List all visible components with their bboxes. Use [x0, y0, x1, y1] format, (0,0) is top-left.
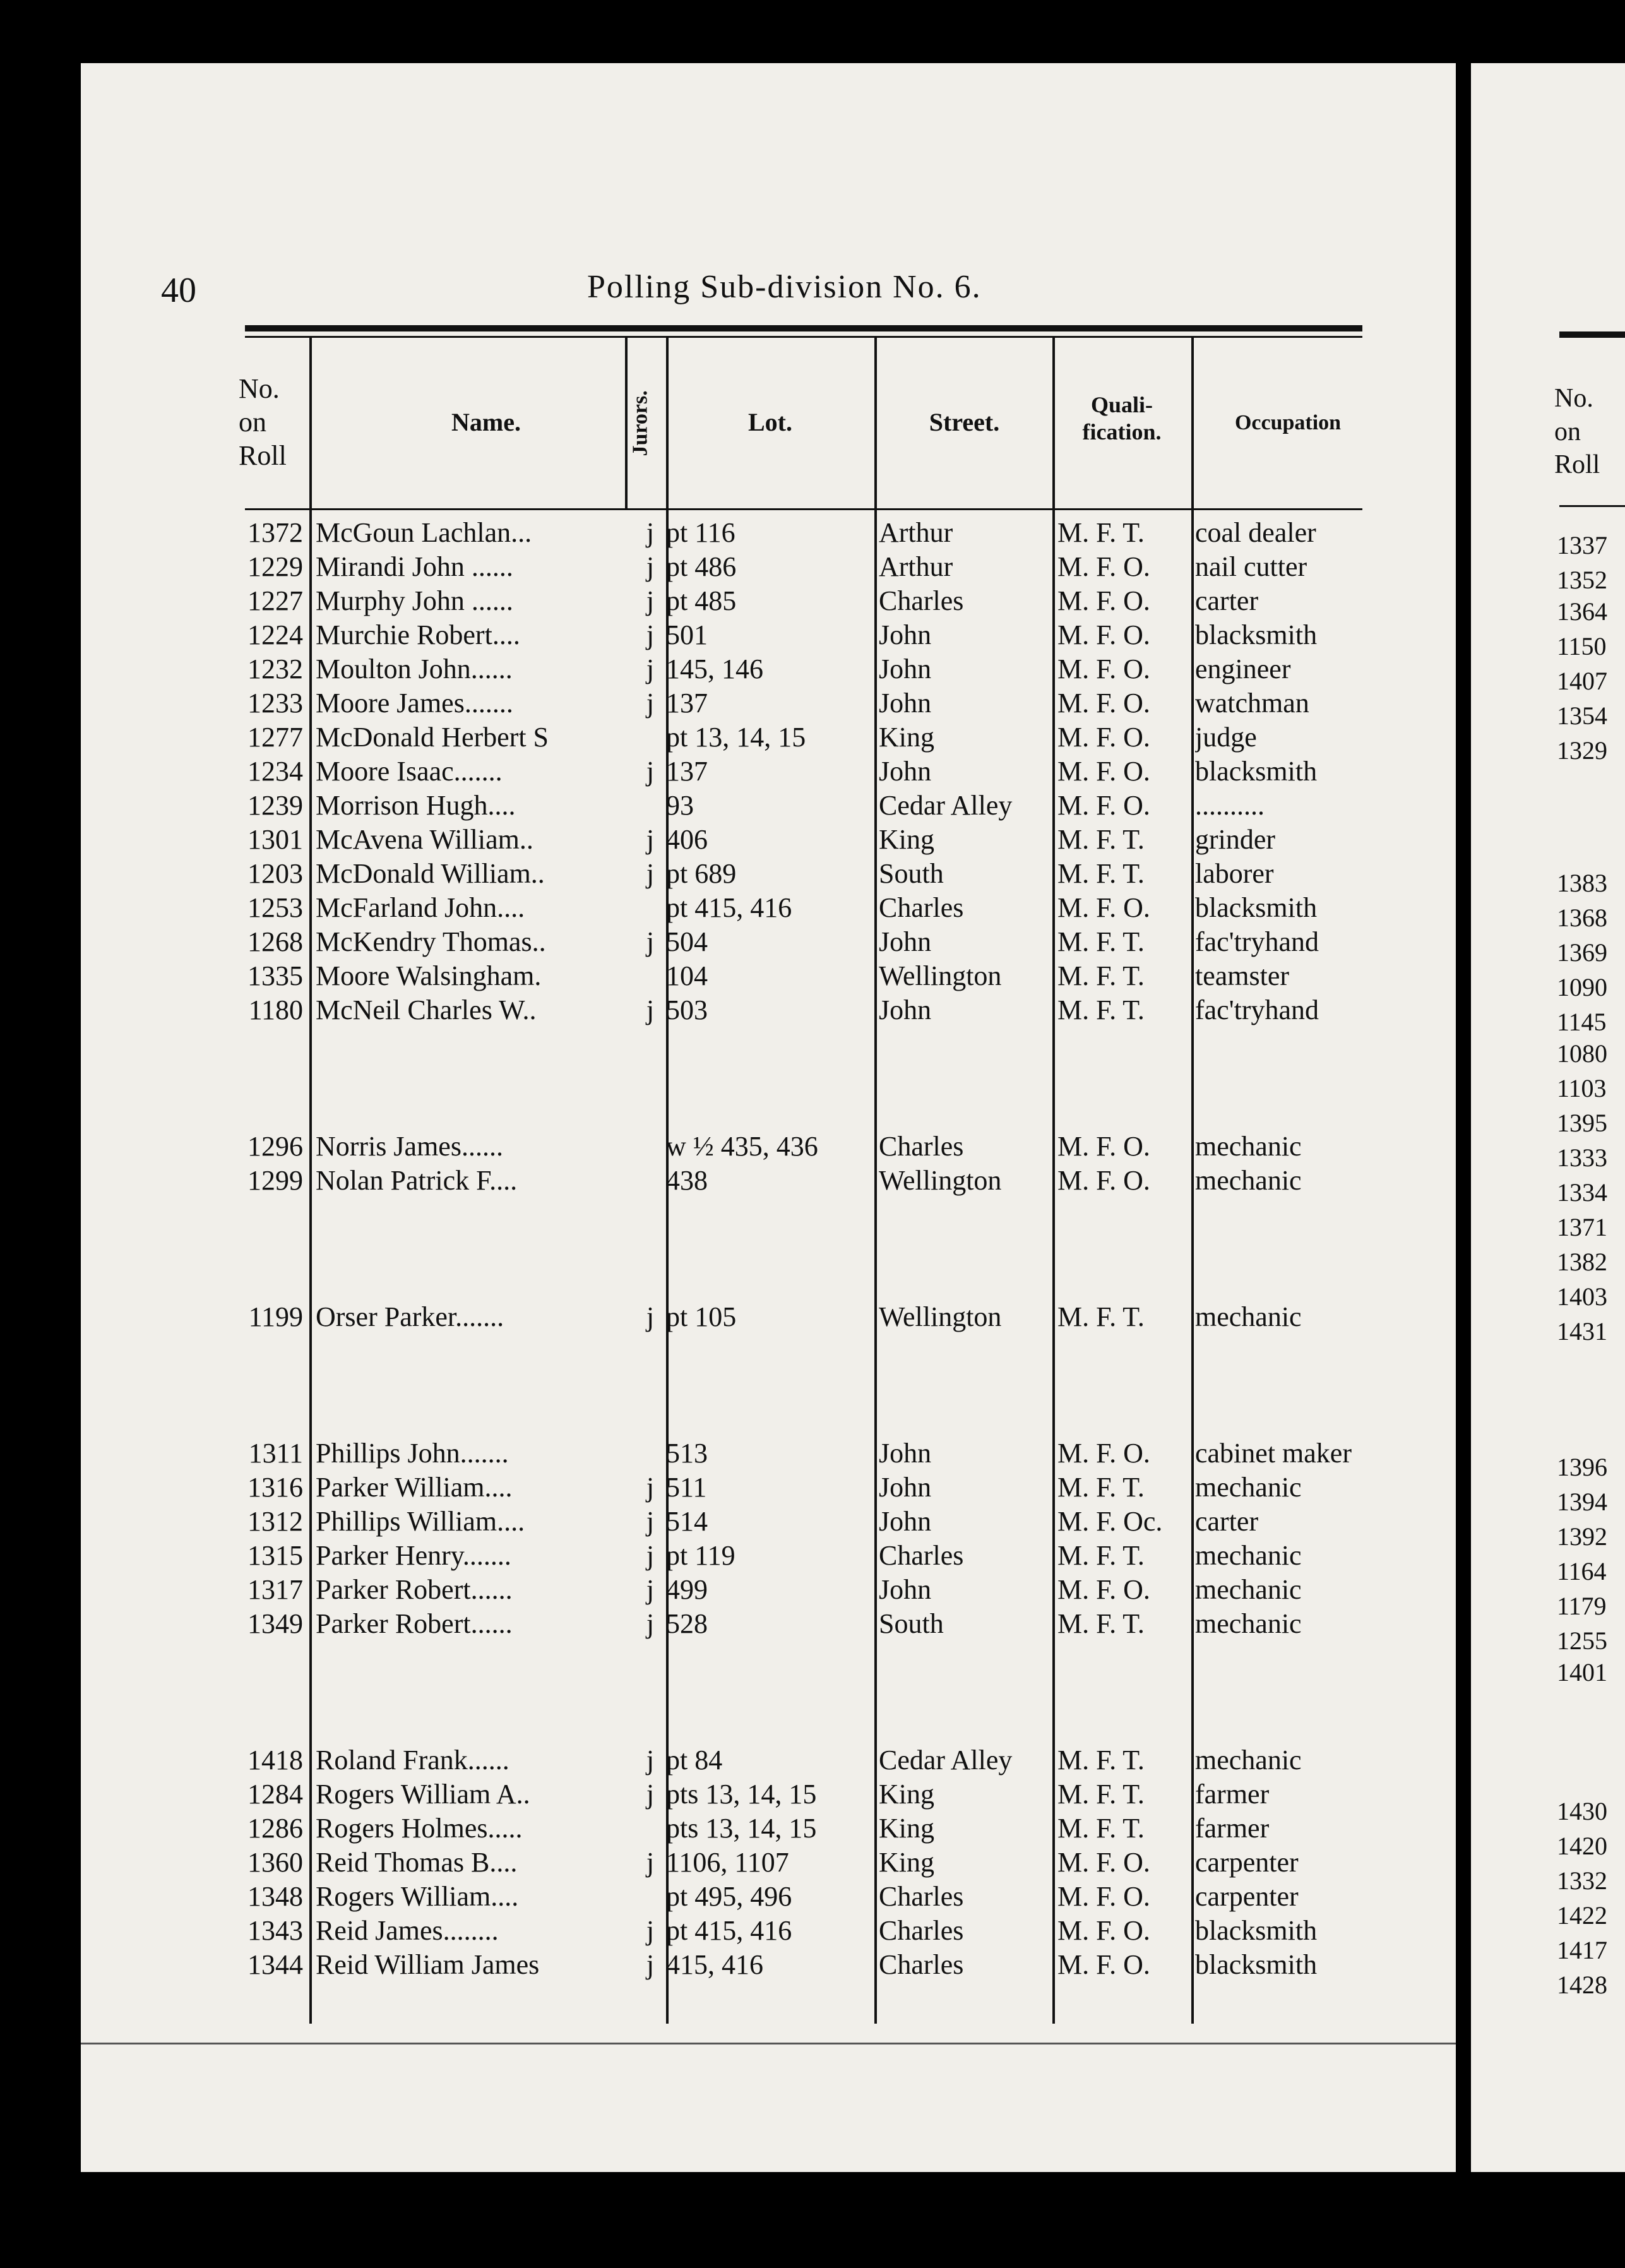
page-title: Polling Sub-division No. 6.	[587, 269, 982, 305]
right-roll-number: 1428	[1557, 1971, 1607, 1999]
cell-qual: M. F. O.	[1057, 892, 1150, 923]
right-roll-number: 1364	[1557, 597, 1607, 626]
cell-street: John	[879, 654, 932, 684]
cell-name: Orser Parker.......	[316, 1301, 504, 1332]
cell-lot: pt 119	[666, 1540, 735, 1571]
cell-lot: pt 689	[666, 858, 737, 889]
cell-name: Murchie Robert....	[316, 619, 520, 650]
cell-lot: 93	[666, 790, 694, 821]
cell-occ: blacksmith	[1195, 756, 1318, 787]
cell-name: McDonald William..	[316, 858, 545, 889]
cell-street: Charles	[879, 585, 964, 616]
cell-no: 1301	[247, 824, 303, 855]
cell-lot: 504	[666, 926, 708, 957]
cell-name: Moulton John......	[316, 654, 513, 684]
cell-qual: M. F. O.	[1057, 551, 1150, 582]
column-header-rule	[245, 508, 1362, 510]
cell-street: Charles	[879, 1881, 964, 1912]
right-roll-number: 1382	[1557, 1248, 1607, 1276]
cell-name: Parker Robert......	[316, 1574, 513, 1605]
right-roll-number: 1080	[1557, 1039, 1607, 1068]
cell-lot: 1106, 1107	[666, 1847, 789, 1878]
right-roll-number: 1150	[1557, 632, 1607, 660]
cell-no: 1227	[247, 585, 303, 616]
cell-j: j	[646, 756, 655, 787]
cell-name: Mirandi John ......	[316, 551, 513, 582]
right-roll-number: 1407	[1557, 667, 1607, 695]
right-roll-number: 1090	[1557, 973, 1607, 1001]
cell-occ: nail cutter	[1195, 551, 1307, 582]
cell-qual: M. F. O.	[1057, 654, 1150, 684]
right-roll-number: 1103	[1557, 1074, 1607, 1102]
page-number: 40	[161, 271, 196, 310]
cell-occ: farmer	[1195, 1813, 1270, 1844]
cell-occ: blacksmith	[1195, 1915, 1318, 1946]
cell-street: South	[879, 1608, 944, 1639]
cell-lot: 501	[666, 619, 708, 650]
right-roll-number: 1368	[1557, 904, 1607, 932]
cell-j: j	[646, 1472, 655, 1503]
cell-occ: ..........	[1195, 790, 1265, 821]
cell-street: Charles	[879, 1949, 964, 1980]
cell-no: 1286	[247, 1813, 303, 1844]
cell-j: j	[646, 517, 655, 548]
col-divider-6	[1191, 338, 1194, 2024]
cell-j: j	[646, 1779, 655, 1810]
cell-lot: pt 116	[666, 517, 735, 548]
cell-name: Parker Robert......	[316, 1608, 513, 1639]
cell-occ: mechanic	[1195, 1540, 1302, 1571]
cell-lot: 406	[666, 824, 708, 855]
cell-j: j	[646, 654, 655, 684]
cell-occ: mechanic	[1195, 1472, 1302, 1503]
cell-lot: pt 495, 496	[666, 1881, 792, 1912]
cell-no: 1312	[247, 1506, 303, 1537]
cell-name: Reid William James	[316, 1949, 540, 1980]
cell-name: McFarland John....	[316, 892, 525, 923]
right-roll-number: 1369	[1557, 938, 1607, 967]
cell-j: j	[646, 1949, 655, 1980]
cell-no: 1268	[247, 926, 303, 957]
cell-occ: mechanic	[1195, 1165, 1302, 1196]
cell-qual: M. F. O.	[1057, 1881, 1150, 1912]
cell-no: 1317	[247, 1574, 303, 1605]
right-roll-number: 1394	[1557, 1488, 1607, 1516]
cell-occ: carter	[1195, 585, 1259, 616]
cell-qual: M. F. T.	[1057, 994, 1145, 1025]
cell-occ: cabinet maker	[1195, 1438, 1352, 1469]
cell-qual: M. F. O.	[1057, 790, 1150, 821]
right-roll-number: 1392	[1557, 1522, 1607, 1551]
right-roll-number: 1334	[1557, 1178, 1607, 1207]
cell-j: j	[646, 1847, 655, 1878]
cell-name: Parker William....	[316, 1472, 513, 1503]
cell-occ: blacksmith	[1195, 892, 1318, 923]
cell-no: 1344	[247, 1949, 303, 1980]
cell-occ: judge	[1195, 722, 1257, 753]
cell-street: Wellington	[879, 960, 1002, 991]
cell-qual: M. F. T.	[1057, 1779, 1145, 1810]
cell-street: John	[879, 1574, 932, 1605]
cell-j: j	[646, 1608, 655, 1639]
cell-name: Moore Walsingham.	[316, 960, 542, 991]
cell-no: 1349	[247, 1608, 303, 1639]
cell-name: Moore James.......	[316, 688, 513, 719]
right-roll-number: 1383	[1557, 869, 1607, 897]
right-roll-number: 1145	[1557, 1008, 1607, 1036]
cell-name: Parker Henry.......	[316, 1540, 511, 1571]
cell-street: King	[879, 1813, 934, 1844]
cell-lot: 514	[666, 1506, 708, 1537]
cell-name: Morrison Hugh....	[316, 790, 516, 821]
cell-lot: 104	[666, 960, 708, 991]
cell-qual: M. F. O.	[1057, 1847, 1150, 1878]
right-roll-number: 1371	[1557, 1213, 1607, 1241]
cell-qual: M. F. T.	[1057, 1813, 1145, 1844]
cell-qual: M. F. O.	[1057, 1915, 1150, 1946]
cell-j: j	[646, 926, 655, 957]
cell-qual: M. F. T.	[1057, 1745, 1145, 1776]
cell-occ: farmer	[1195, 1779, 1270, 1810]
cell-name: Rogers William A..	[316, 1779, 530, 1810]
cell-qual: M. F. O.	[1057, 722, 1150, 753]
cell-street: John	[879, 1472, 932, 1503]
cell-street: Charles	[879, 1915, 964, 1946]
cell-no: 1284	[247, 1779, 303, 1810]
cell-j: j	[646, 858, 655, 889]
cell-no: 1316	[247, 1472, 303, 1503]
cell-qual: M. F. T.	[1057, 517, 1145, 548]
cell-lot: 415, 416	[666, 1949, 763, 1980]
right-roll-number: 1396	[1557, 1453, 1607, 1481]
cell-street: Cedar Alley	[879, 1745, 1013, 1776]
cell-j: j	[646, 551, 655, 582]
cell-occ: carter	[1195, 1506, 1259, 1537]
cell-no: 1229	[247, 551, 303, 582]
cell-name: Reid James........	[316, 1915, 499, 1946]
cell-name: Roland Frank......	[316, 1745, 509, 1776]
cell-occ: mechanic	[1195, 1301, 1302, 1332]
cell-name: McNeil Charles W..	[316, 994, 537, 1025]
right-roll-number: 1417	[1557, 1936, 1607, 1964]
cell-name: Norris James......	[316, 1131, 503, 1162]
cell-no: 1224	[247, 619, 303, 650]
cell-occ: blacksmith	[1195, 619, 1318, 650]
cell-qual: M. F. Oc.	[1057, 1506, 1163, 1537]
cell-no: 1199	[248, 1301, 303, 1332]
cell-no: 1372	[247, 517, 303, 548]
cell-street: Charles	[879, 892, 964, 923]
header-lot: Lot.	[748, 408, 792, 436]
cell-j: j	[646, 1915, 655, 1946]
cell-name: Phillips William....	[316, 1506, 525, 1537]
right-roll-number: 1352	[1557, 566, 1607, 594]
cell-occ: fac'tryhand	[1195, 994, 1319, 1025]
cell-qual: M. F. O.	[1057, 1438, 1150, 1469]
right-roll-number: 1333	[1557, 1143, 1607, 1172]
cell-qual: M. F. O.	[1057, 1574, 1150, 1605]
header-jurors: Jurors.	[628, 390, 652, 457]
cell-occ: mechanic	[1195, 1131, 1302, 1162]
cell-no: 1311	[248, 1438, 303, 1469]
cell-no: 1418	[247, 1745, 303, 1776]
cell-name: McDonald Herbert S	[316, 722, 549, 753]
right-roll-number: 1401	[1557, 1658, 1607, 1686]
cell-j: j	[646, 1301, 655, 1332]
header-name: Name.	[451, 408, 521, 436]
cell-qual: M. F. O.	[1057, 1165, 1150, 1196]
cell-lot: w ½ 435, 436	[666, 1131, 818, 1162]
cell-no: 1233	[247, 688, 303, 719]
cell-street: South	[879, 858, 944, 889]
cell-lot: 438	[666, 1165, 708, 1196]
header-street: Street.	[929, 408, 1000, 436]
cell-no: 1203	[247, 858, 303, 889]
cell-street: King	[879, 824, 934, 855]
cell-occ: carpenter	[1195, 1881, 1299, 1912]
cell-no: 1239	[247, 790, 303, 821]
cell-qual: M. F. O.	[1057, 1949, 1150, 1980]
cell-name: McGoun Lachlan...	[316, 517, 532, 548]
cell-j: j	[646, 1540, 655, 1571]
cell-street: John	[879, 756, 932, 787]
cell-occ: teamster	[1195, 960, 1290, 991]
cell-occ: blacksmith	[1195, 1949, 1318, 1980]
cell-street: King	[879, 722, 934, 753]
right-roll-number: 1431	[1557, 1317, 1607, 1346]
cell-no: 1335	[247, 960, 303, 991]
right-roll-number: 1332	[1557, 1866, 1607, 1895]
cell-lot: 513	[666, 1438, 708, 1469]
cell-qual: M. F. T.	[1057, 858, 1145, 889]
cell-street: King	[879, 1779, 934, 1810]
right-header-no-on-roll: No. on Roll	[1554, 384, 1600, 479]
cell-qual: M. F. T.	[1057, 926, 1145, 957]
cell-qual: M. F. O.	[1057, 756, 1150, 787]
cell-qual: M. F. T.	[1057, 1301, 1145, 1332]
cell-lot: pt 485	[666, 585, 737, 616]
cell-j: j	[646, 1574, 655, 1605]
cell-name: McAvena William..	[316, 824, 533, 855]
cell-street: King	[879, 1847, 934, 1878]
cell-name: Rogers Holmes.....	[316, 1813, 523, 1844]
cell-occ: fac'tryhand	[1195, 926, 1319, 957]
cell-street: John	[879, 1506, 932, 1537]
col-divider-2	[625, 338, 628, 508]
cell-street: Cedar Alley	[879, 790, 1013, 821]
right-roll-number: 1255	[1557, 1626, 1607, 1655]
cell-lot: pt 486	[666, 551, 737, 582]
cell-qual: M. F. O.	[1057, 619, 1150, 650]
cell-street: Wellington	[879, 1301, 1002, 1332]
cell-lot: pt 415, 416	[666, 1915, 792, 1946]
cell-street: Wellington	[879, 1165, 1002, 1196]
cell-qual: M. F. T.	[1057, 960, 1145, 991]
right-roll-number: 1179	[1557, 1592, 1607, 1620]
cell-lot: 528	[666, 1608, 708, 1639]
cell-j: j	[646, 1745, 655, 1776]
right-roll-number: 1395	[1557, 1109, 1607, 1137]
cell-street: Arthur	[879, 551, 953, 582]
cell-name: Murphy John ......	[316, 585, 513, 616]
cell-street: Charles	[879, 1540, 964, 1571]
cell-name: Moore Isaac.......	[316, 756, 503, 787]
col-divider-1	[309, 338, 312, 2024]
cell-occ: carpenter	[1195, 1847, 1299, 1878]
cell-lot: 145, 146	[666, 654, 763, 684]
cell-qual: M. F. O.	[1057, 688, 1150, 719]
right-roll-number: 1420	[1557, 1832, 1607, 1860]
cell-occ: mechanic	[1195, 1574, 1302, 1605]
cell-no: 1232	[247, 654, 303, 684]
cell-qual: M. F. O.	[1057, 585, 1150, 616]
header-no-on-roll: No. on Roll	[239, 373, 287, 471]
cell-no: 1253	[247, 892, 303, 923]
cell-j: j	[646, 619, 655, 650]
bottom-rule	[81, 2043, 1456, 2044]
cell-lot: pts 13, 14, 15	[666, 1813, 817, 1844]
right-roll-number: 1403	[1557, 1282, 1607, 1311]
cell-street: Arthur	[879, 517, 953, 548]
cell-lot: pt 13, 14, 15	[666, 722, 806, 753]
cell-qual: M. F. T.	[1057, 1472, 1145, 1503]
header-qualification: Quali-fication.	[1082, 392, 1162, 445]
header-rule-thin	[245, 336, 1362, 338]
cell-no: 1343	[247, 1915, 303, 1946]
right-roll-number: 1422	[1557, 1901, 1607, 1930]
cell-street: John	[879, 688, 932, 719]
col-divider-5	[1052, 338, 1055, 2024]
cell-no: 1296	[247, 1131, 303, 1162]
right-roll-number: 1164	[1557, 1557, 1607, 1585]
right-roll-number: 1354	[1557, 701, 1607, 730]
cell-street: Charles	[879, 1131, 964, 1162]
cell-lot: 503	[666, 994, 708, 1025]
cell-no: 1277	[247, 722, 303, 753]
cell-no: 1348	[247, 1881, 303, 1912]
cell-street: John	[879, 619, 932, 650]
cell-lot: 137	[666, 688, 708, 719]
cell-name: Rogers William....	[316, 1881, 519, 1912]
cell-lot: pts 13, 14, 15	[666, 1779, 817, 1810]
cell-j: j	[646, 585, 655, 616]
cell-qual: M. F. T.	[1057, 1608, 1145, 1639]
cell-name: Phillips John.......	[316, 1438, 509, 1469]
cell-no: 1360	[247, 1847, 303, 1878]
col-divider-4	[874, 338, 877, 2024]
cell-lot: 511	[666, 1472, 707, 1503]
cell-j: j	[646, 994, 655, 1025]
cell-name: Reid Thomas B....	[316, 1847, 518, 1878]
cell-occ: mechanic	[1195, 1608, 1302, 1639]
cell-lot: 499	[666, 1574, 708, 1605]
cell-occ: laborer	[1195, 858, 1274, 889]
cell-qual: M. F. T.	[1057, 824, 1145, 855]
cell-no: 1315	[247, 1540, 303, 1571]
cell-lot: pt 415, 416	[666, 892, 792, 923]
cell-j: j	[646, 1506, 655, 1537]
cell-occ: engineer	[1195, 654, 1291, 684]
cell-name: Nolan Patrick F....	[316, 1165, 518, 1196]
cell-name: McKendry Thomas..	[316, 926, 546, 957]
cell-no: 1299	[247, 1165, 303, 1196]
right-header-rule	[1559, 331, 1625, 338]
cell-occ: coal dealer	[1195, 517, 1316, 548]
cell-street: John	[879, 926, 932, 957]
right-roll-number: 1337	[1557, 531, 1607, 559]
right-roll-number: 1329	[1557, 736, 1607, 765]
cell-j: j	[646, 688, 655, 719]
cell-lot: pt 105	[666, 1301, 737, 1332]
cell-occ: mechanic	[1195, 1745, 1302, 1776]
right-roll-number: 1430	[1557, 1797, 1607, 1825]
cell-lot: pt 84	[666, 1745, 723, 1776]
cell-occ: grinder	[1195, 824, 1276, 855]
cell-j: j	[646, 824, 655, 855]
header-occupation: Occupation	[1234, 411, 1342, 434]
cell-street: John	[879, 1438, 932, 1469]
cell-no: 1234	[247, 756, 303, 787]
cell-no: 1180	[248, 994, 303, 1025]
header-rule-thick	[245, 325, 1362, 331]
cell-occ: watchman	[1195, 688, 1309, 719]
cell-qual: M. F. T.	[1057, 1540, 1145, 1571]
right-column-rule	[1559, 505, 1625, 507]
cell-lot: 137	[666, 756, 708, 787]
cell-street: John	[879, 994, 932, 1025]
cell-qual: M. F. O.	[1057, 1131, 1150, 1162]
